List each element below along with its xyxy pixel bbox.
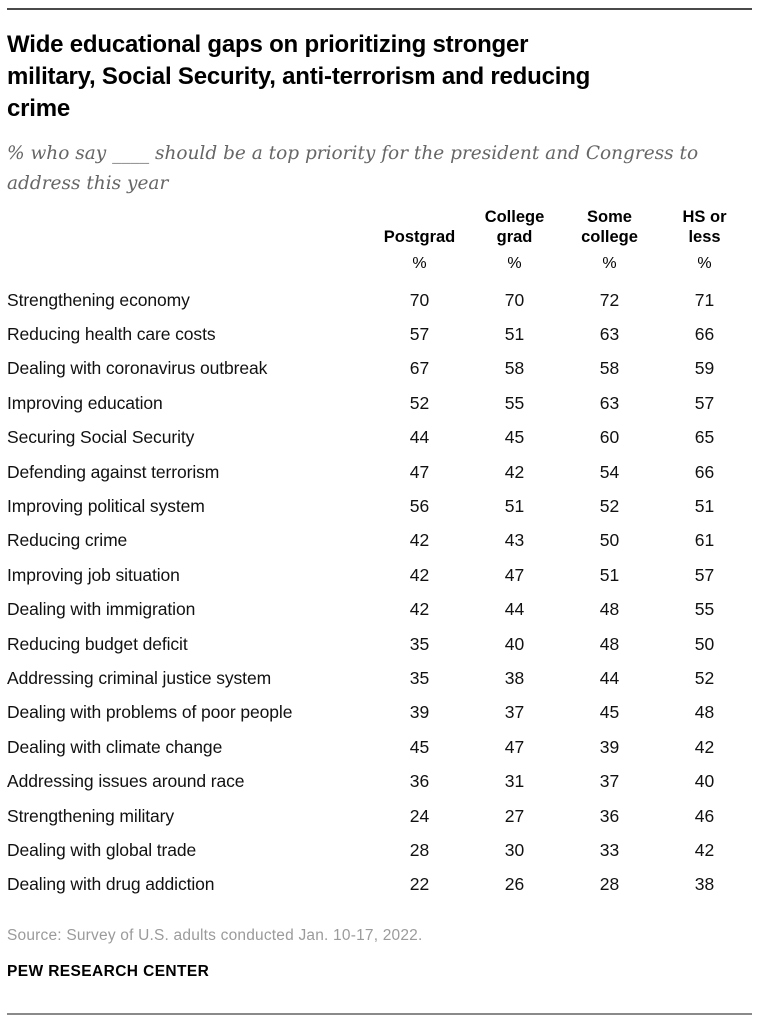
page-subtitle-line: % who say ____ should be a top priority for the president and Congress to — [7, 143, 699, 164]
bottom-rule — [7, 1013, 752, 1015]
value-cell: 67 — [409, 358, 430, 379]
page-subtitle — [7, 139, 752, 199]
row-label: Improving job situation — [7, 564, 180, 585]
value-cell: 63 — [599, 392, 620, 413]
value-cell: 39 — [599, 736, 620, 757]
value-cell: 42 — [694, 736, 715, 757]
value-cell: 43 — [504, 530, 525, 551]
value-cell: 59 — [694, 358, 715, 379]
value-cell: 45 — [409, 736, 430, 757]
value-cell: 47 — [504, 564, 525, 585]
value-cell: 47 — [504, 736, 525, 757]
row-label: Reducing health care costs — [7, 324, 216, 345]
row-label: Dealing with problems of poor people — [7, 702, 293, 723]
unit-cell: % — [602, 255, 617, 272]
page-subtitle-line: address this year — [7, 173, 169, 194]
value-cell: 66 — [694, 324, 715, 345]
value-cell: 57 — [409, 324, 430, 345]
row-label: Dealing with global trade — [7, 839, 197, 860]
source-note: Source: Survey of U.S. adults conducted Jan. 10-17, 2022. — [7, 927, 423, 945]
value-cell: 36 — [409, 771, 430, 792]
value-cell: 44 — [599, 667, 620, 688]
row-label: Dealing with drug addiction — [7, 874, 215, 895]
table-row — [7, 730, 752, 764]
table-header — [7, 207, 752, 283]
value-cell: 42 — [409, 564, 430, 585]
table-row — [7, 455, 752, 489]
value-cell: 58 — [599, 358, 620, 379]
value-cell: 33 — [599, 839, 620, 860]
value-cell: 72 — [599, 289, 620, 310]
value-cell: 54 — [599, 461, 620, 482]
value-cell: 50 — [599, 530, 620, 551]
value-cell: 22 — [409, 874, 430, 895]
value-cell: 42 — [409, 530, 430, 551]
value-cell: 31 — [504, 771, 525, 792]
unit-row — [7, 247, 752, 283]
value-cell: 63 — [599, 324, 620, 345]
value-cell: 51 — [694, 496, 715, 517]
value-cell: 38 — [504, 667, 525, 688]
value-cell: 45 — [504, 427, 525, 448]
value-cell: 48 — [599, 599, 620, 620]
value-cell: 37 — [504, 702, 525, 723]
value-cell: 38 — [694, 874, 715, 895]
value-cell: 48 — [694, 702, 715, 723]
row-label: Dealing with climate change — [7, 736, 223, 757]
column-header: College grad — [484, 208, 545, 246]
page-title-line: crime — [7, 95, 71, 122]
value-cell: 51 — [504, 324, 525, 345]
row-label: Addressing issues around race — [7, 771, 245, 792]
value-cell: 44 — [409, 427, 430, 448]
value-cell: 71 — [694, 289, 715, 310]
value-cell: 51 — [504, 496, 525, 517]
table-row — [7, 558, 752, 592]
column-header: HS or less — [682, 208, 727, 246]
value-cell: 39 — [409, 702, 430, 723]
value-cell: 61 — [694, 530, 715, 551]
value-cell: 44 — [504, 599, 525, 620]
table-row — [7, 799, 752, 833]
value-cell: 35 — [409, 633, 430, 654]
row-label: Securing Social Security — [7, 427, 195, 448]
value-cell: 40 — [694, 771, 715, 792]
value-cell: 55 — [694, 599, 715, 620]
value-cell: 42 — [694, 839, 715, 860]
row-label: Dealing with coronavirus outbreak — [7, 358, 268, 379]
page-title-line: military, Social Security, anti-terrorism and reducing — [7, 63, 591, 90]
value-cell: 56 — [409, 496, 430, 517]
table-row — [7, 352, 752, 386]
table-row — [7, 833, 752, 867]
value-cell: 52 — [599, 496, 620, 517]
value-cell: 55 — [504, 392, 525, 413]
row-label: Improving political system — [7, 496, 205, 517]
value-cell: 60 — [599, 427, 620, 448]
table-row — [7, 661, 752, 695]
value-cell: 45 — [599, 702, 620, 723]
value-cell: 42 — [409, 599, 430, 620]
value-cell: 70 — [504, 289, 525, 310]
value-cell: 46 — [694, 805, 715, 826]
table-row — [7, 764, 752, 798]
row-label: Reducing crime — [7, 530, 128, 551]
table-row — [7, 489, 752, 523]
table-row — [7, 386, 752, 420]
value-cell: 40 — [504, 633, 525, 654]
unit-cell: % — [697, 255, 712, 272]
row-label: Addressing criminal justice system — [7, 667, 272, 688]
value-cell: 27 — [504, 805, 525, 826]
value-cell: 58 — [504, 358, 525, 379]
table-row — [7, 868, 752, 902]
value-cell: 26 — [504, 874, 525, 895]
row-label: Dealing with immigration — [7, 599, 196, 620]
row-label: Reducing budget deficit — [7, 633, 188, 654]
value-cell: 66 — [694, 461, 715, 482]
value-cell: 28 — [599, 874, 620, 895]
value-cell: 35 — [409, 667, 430, 688]
value-cell: 24 — [409, 805, 430, 826]
label-column-spacer — [7, 247, 372, 283]
page-title-line: Wide educational gaps on prioritizing stronger — [7, 31, 529, 58]
value-cell: 70 — [409, 289, 430, 310]
value-cell: 42 — [504, 461, 525, 482]
table-row — [7, 283, 752, 317]
unit-cell: % — [507, 255, 522, 272]
value-cell: 30 — [504, 839, 525, 860]
value-cell: 57 — [694, 564, 715, 585]
priorities-table — [7, 207, 752, 902]
table-row — [7, 524, 752, 558]
column-header: Some college — [581, 208, 638, 246]
report-page — [0, 8, 759, 1032]
column-header-row — [7, 207, 752, 247]
row-label: Strengthening military — [7, 805, 175, 826]
table-row — [7, 593, 752, 627]
value-cell: 51 — [599, 564, 620, 585]
table-row — [7, 627, 752, 661]
branding: PEW RESEARCH CENTER — [7, 963, 210, 981]
label-column-spacer — [7, 207, 372, 247]
row-label: Strengthening economy — [7, 289, 190, 310]
table-row — [7, 317, 752, 351]
value-cell: 37 — [599, 771, 620, 792]
column-header: Postgrad — [383, 228, 456, 246]
table-body — [7, 283, 752, 902]
value-cell: 52 — [409, 392, 430, 413]
page-title — [7, 29, 752, 125]
value-cell: 52 — [694, 667, 715, 688]
value-cell: 36 — [599, 805, 620, 826]
row-label: Improving education — [7, 392, 163, 413]
value-cell: 48 — [599, 633, 620, 654]
unit-cell: % — [412, 255, 427, 272]
value-cell: 50 — [694, 633, 715, 654]
table-row — [7, 421, 752, 455]
top-rule — [7, 8, 752, 10]
value-cell: 28 — [409, 839, 430, 860]
row-label: Defending against terrorism — [7, 461, 220, 482]
table-row — [7, 696, 752, 730]
value-cell: 47 — [409, 461, 430, 482]
value-cell: 57 — [694, 392, 715, 413]
value-cell: 65 — [694, 427, 715, 448]
